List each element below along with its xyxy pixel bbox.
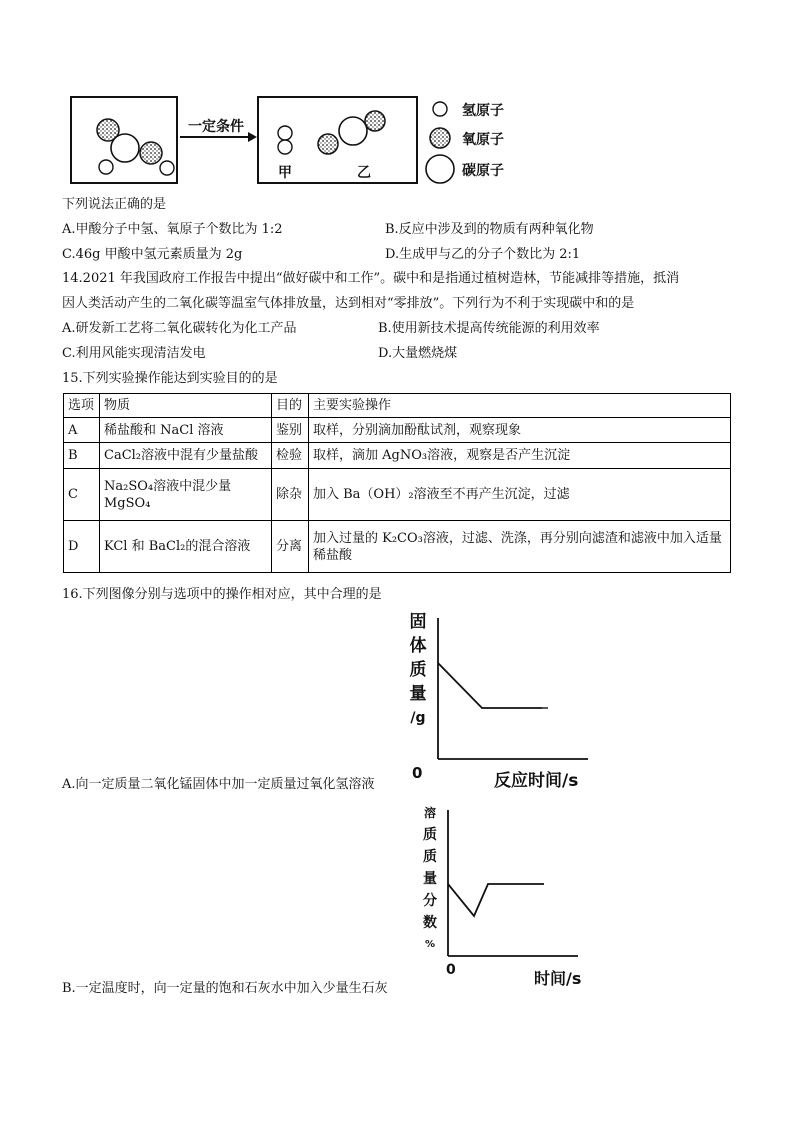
graph-b-ylabel-char: 分	[423, 893, 437, 909]
table-cell: 除杂	[272, 469, 309, 521]
oxygen-atom-icon	[430, 128, 450, 148]
reaction-diagram	[70, 96, 510, 190]
table-cell: 分离	[272, 521, 309, 573]
table-cell: D	[64, 521, 100, 573]
graph-b-ylabel-char: 溶	[423, 806, 436, 820]
arrow-head-icon	[248, 132, 257, 142]
data-line	[448, 884, 544, 916]
graph-a-ylabel-char: /g	[410, 710, 426, 726]
table-cell: 取样，滴加 AgNO₃溶液，观察是否产生沉淀	[309, 443, 731, 469]
q15-stem: 15.下列实验操作能达到实验目的的是	[62, 371, 278, 386]
table-row	[64, 418, 731, 443]
legend-carbon-label: 碳原子	[462, 163, 504, 179]
graph-b-ylabel-char: 数	[423, 915, 437, 931]
hydrogen-atom-icon	[433, 102, 447, 116]
oxygen-atom-icon	[365, 111, 385, 131]
q13-stem: 下列说法正确的是	[62, 197, 167, 212]
hydrogen-atom-icon	[278, 140, 292, 154]
graph-a-svg	[400, 608, 600, 788]
graph-b-ylabel-char: %	[424, 939, 436, 950]
oxygen-atom-icon	[140, 142, 162, 164]
graph-b-ylabel-char: 量	[423, 871, 437, 887]
graph-b-origin: 0	[446, 962, 456, 978]
q13-option-c: C.46g 甲酸中氢元素质量为 2g	[62, 247, 243, 262]
q14-option-a: A.研发新工艺将二氧化碳转化为化工产品	[62, 321, 297, 336]
table-cell: CaCl₂溶液中混有少量盐酸	[100, 443, 272, 469]
carbon-atom-icon	[426, 155, 454, 183]
graph-b-ylabel-char: 质	[423, 849, 437, 865]
q14-option-b: B.使用新技术提高传统能源的利用效率	[378, 321, 600, 336]
data-line	[438, 663, 542, 708]
product-label-a: 甲	[278, 165, 292, 181]
graph-b-xlabel: 时间/s	[534, 969, 582, 988]
graph-a-caption: A.向一定质量二氧化锰固体中加一定质量过氧化氢溶液	[62, 777, 375, 792]
hydrogen-atom-icon	[278, 126, 292, 140]
carbon-atom-icon	[339, 117, 367, 145]
arrow-label: 一定条件	[188, 119, 244, 135]
carbon-atom-icon	[111, 134, 139, 162]
q13-option-b: B.反应中涉及到的物质有两种氧化物	[385, 222, 594, 237]
q14-stem-line1: 14.2021 年我国政府工作报告中提出“做好碳中和工作”。碳中和是指通过植树造林，节能减排等措施，抵消	[62, 271, 680, 286]
graph-a-ylabel-char: 量	[409, 684, 427, 704]
graph-a-ylabel-char: 质	[409, 660, 427, 680]
hydrogen-atom-icon	[160, 161, 174, 175]
table-cell: KCl 和 BaCl₂的混合溶液	[100, 521, 272, 573]
table-cell: B	[64, 443, 100, 469]
legend-oxygen-label: 氧原子	[462, 132, 504, 148]
table-cell: 鉴别	[272, 418, 309, 443]
graph-b	[410, 800, 600, 990]
hydrogen-atom-icon	[99, 160, 113, 174]
graph-b-ylabel-char: 质	[423, 827, 437, 843]
graph-a-ylabel-char: 体	[409, 636, 427, 656]
table-cell: 检验	[272, 443, 309, 469]
graph-a-ylabel-char: 固	[409, 612, 427, 632]
table-cell: Na₂SO₄溶液中混少量 MgSO₄	[100, 469, 272, 521]
table-header-row	[64, 394, 731, 418]
q16-stem: 16.下列图像分别与选项中的操作相对应，其中合理的是	[62, 587, 382, 602]
product-label-b: 乙	[357, 165, 371, 181]
table-cell: 加入 Ba（OH）₂溶液至不再产生沉淀，过滤	[309, 469, 731, 521]
experiment-table	[63, 393, 731, 573]
table-row	[64, 521, 731, 573]
q13-option-d: D.生成甲与乙的分子个数比为 2:1	[385, 247, 581, 262]
table-row	[64, 443, 731, 469]
table-cell: C	[64, 469, 100, 521]
graph-a	[400, 608, 600, 791]
table-cell: A	[64, 418, 100, 443]
q14-option-c: C.利用风能实现清洁发电	[62, 346, 206, 361]
table-header: 目的	[272, 394, 309, 418]
oxygen-atom-icon	[318, 134, 338, 154]
legend-hydrogen-label: 氢原子	[462, 103, 504, 119]
q14-stem-line2: 因人类活动产生的二氧化碳等温室气体排放量，达到相对“零排放”。下列行为不利于实现碳中和的是	[62, 296, 635, 311]
table-header: 选项	[64, 394, 100, 418]
table-row	[64, 469, 731, 521]
graph-b-caption: B.一定温度时，向一定量的饱和石灰水中加入少量生石灰	[62, 981, 388, 996]
table-cell: 加入过量的 K₂CO₃溶液，过滤、洗涤，再分别向滤渣和滤液中加入适量稀盐酸	[309, 521, 731, 573]
table-cell: 稀盐酸和 NaCl 溶液	[100, 418, 272, 443]
table-header: 主要实验操作	[309, 394, 731, 418]
graph-a-xlabel: 反应时间/s	[494, 771, 579, 791]
q14-option-d: D.大量燃烧煤	[378, 346, 458, 361]
graph-a-origin: 0	[412, 764, 423, 782]
table-header: 物质	[100, 394, 272, 418]
q13-option-a: A.甲酸分子中氢、氧原子个数比为 1:2	[62, 222, 283, 237]
table-cell: 取样，分别滴加酚酞试剂，观察现象	[309, 418, 731, 443]
